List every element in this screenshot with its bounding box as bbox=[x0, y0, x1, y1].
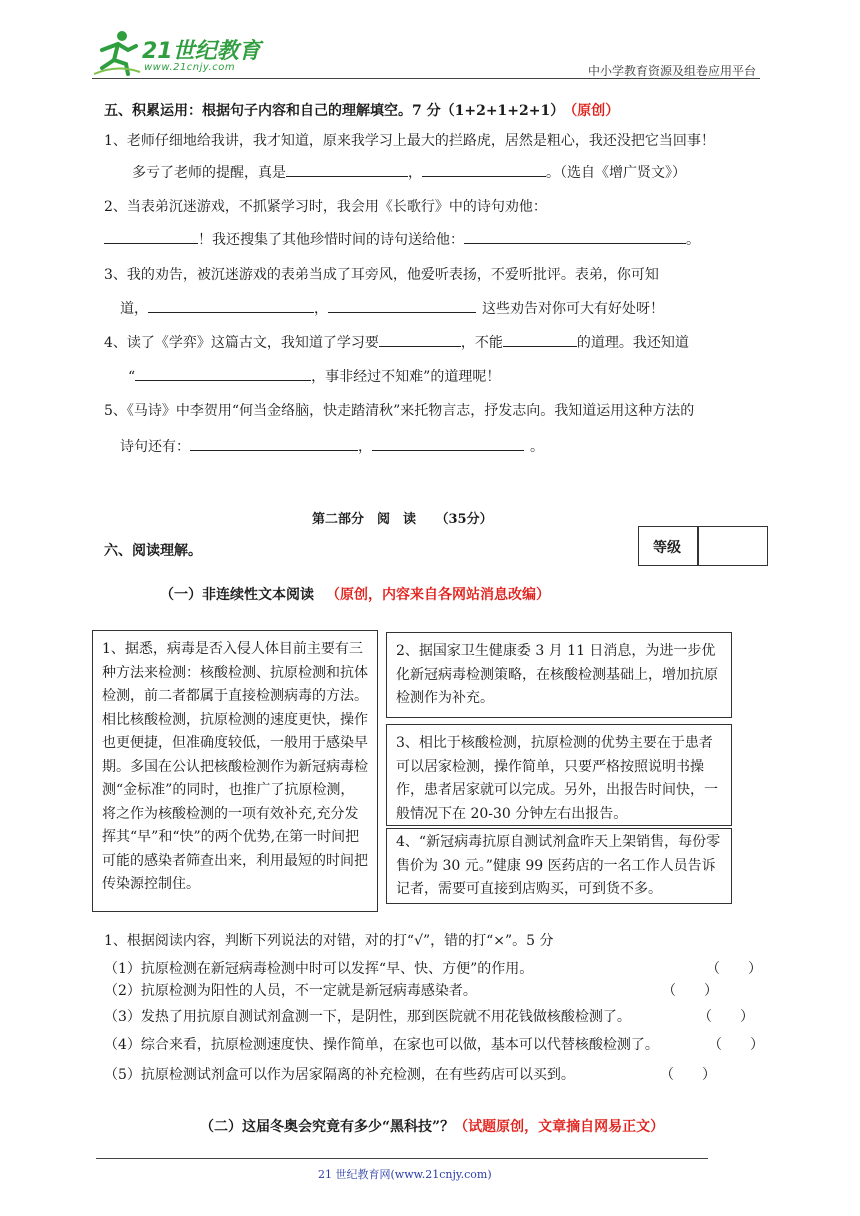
question-5-2-line2: ！我还搜集了其他珍惜时间的诗句送给他： 。 bbox=[104, 229, 700, 249]
material-box-2: 2、据国家卫生健康委 3 月 11 日消息，为进一步优化新冠病毒检测策略，在核酸检测基础上，增加抗原检测作为补充。 bbox=[386, 632, 732, 718]
answer-blank[interactable] bbox=[422, 162, 546, 177]
answer-paren-5[interactable]: （ ） bbox=[660, 1067, 716, 1083]
section-five-heading: 五、积累运用：根据句子内容和自己的理解填空。7 分（1+2+1+2+1） bbox=[104, 103, 565, 119]
question-intro: 1、根据阅读内容，判断下列说法的对错，对的打“√”，错的打“×”。5 分 bbox=[104, 933, 554, 949]
original-tag: （原创） bbox=[570, 103, 620, 119]
answer-blank[interactable] bbox=[372, 436, 524, 451]
question-5-3-line1: 3、我的劝告，被沉迷游戏的表弟当成了耳旁风，他爱听表扬，不爱听批评。表弟，你可知 bbox=[104, 267, 659, 283]
question-5-1-line1: 1、老师仔细地给我讲，我才知道，原来我学习上最大的拦路虎，居然是粗心，我还没把它当回事！ bbox=[104, 133, 715, 149]
answer-blank[interactable] bbox=[148, 298, 314, 313]
answer-paren-4[interactable]: （ ） bbox=[708, 1037, 764, 1053]
subsection-two-title: （二）这届冬奥会究竟有多少“黑科技”？（试题原创，文章摘自网易正文） bbox=[200, 1119, 665, 1135]
section-six-title: 六、阅读理解。 bbox=[104, 543, 202, 559]
question-5-4-line1: 4、读了《学弈》这篇古文，我知道了学习要 ，不能 的道理。我还知道 bbox=[104, 332, 689, 352]
logo-url-text: www.21cnjy.com bbox=[144, 62, 236, 73]
runner-logo-icon bbox=[92, 28, 142, 78]
answer-blank[interactable] bbox=[328, 298, 476, 313]
question-5-4-line2: “ ，事非经过不知难”的道理呢！ bbox=[128, 366, 500, 386]
footer-link[interactable]: 21 世纪教育网(www.21cnjy.com) bbox=[318, 1168, 492, 1181]
judge-item-4: （4）综合来看，抗原检测速度快、操作简单，在家也可以做，基本可以代替核酸检测了。 bbox=[104, 1037, 659, 1053]
logo-main-text: 21世纪教育 bbox=[142, 39, 261, 64]
answer-blank[interactable] bbox=[379, 332, 461, 347]
part-two-title: 第二部分 阅 读 （35分） bbox=[312, 512, 493, 527]
judge-item-2: （2）抗原检测为阳性的人员，不一定就是新冠病毒感染者。 bbox=[104, 983, 477, 999]
answer-blank[interactable] bbox=[464, 229, 686, 244]
answer-blank[interactable] bbox=[503, 332, 577, 347]
grade-label: 等级 bbox=[653, 540, 681, 556]
material-box-4: 4、“新冠病毒抗原自测试剂盒昨天上架销售，每份零售价为 30 元。”健康 99 医药店的一名工作人员告诉记者，需要可直接到店购买，可到货不多。 bbox=[386, 828, 732, 904]
site-logo[interactable] bbox=[92, 28, 262, 80]
answer-blank[interactable] bbox=[135, 366, 311, 381]
answer-blank[interactable] bbox=[104, 229, 198, 244]
answer-paren-2[interactable]: （ ） bbox=[662, 983, 718, 999]
answer-paren-1[interactable]: （ ） bbox=[706, 961, 762, 977]
subsection-one-tag: （原创，内容来自各网站消息改编） bbox=[326, 587, 550, 603]
question-5-5-line1: 5、《马诗》中李贺用“何当金络脑，快走踏清秋”来托物言志，抒发志向。我知道运用这种方法的 bbox=[104, 403, 695, 419]
material-box-1: 1、据悉，病毒是否入侵人体目前主要有三种方法来检测：核酸检测、抗原检测和抗体检测，前二者都属于直接检测病毒的方法。相比核酸检测，抗原检测的速度更快，操作也更便捷，但准确度较低，一般用于感染早期。多国在公认把核酸检测作为新冠病毒检测“金标准”的同时，也推广了抗原检测，将之作为核酸检测的一项有效补充,充分发挥其“早”和“快”的两个优势,在第一时间把可能的感染者筛查出来，利用最短的时间把传染源控制住。 bbox=[92, 630, 378, 912]
question-5-3-line2: 道， ， 这些劝告对你可大有好处呀！ bbox=[120, 298, 664, 318]
judge-item-1: （1）抗原检测在新冠病毒检测中时可以发挥“早、快、方便”的作用。 bbox=[104, 961, 534, 977]
question-5-2-line1: 2、当表弟沉迷游戏，不抓紧学习时，我会用《长歌行》中的诗句劝他： bbox=[104, 199, 547, 215]
grade-input[interactable] bbox=[699, 527, 767, 565]
header-divider bbox=[92, 78, 760, 79]
subsection-one-title: （一）非连续性文本阅读 （原创，内容来自各网站消息改编） bbox=[160, 587, 550, 603]
section-five-title bbox=[104, 100, 619, 120]
footer-divider bbox=[96, 1158, 708, 1159]
judge-item-5: （5）抗原检测试剂盒可以作为居家隔离的补充检测，在有些药店可以买到。 bbox=[104, 1067, 575, 1083]
subsection-two-tag: （试题原创，文章摘自网易正文） bbox=[454, 1119, 665, 1135]
material-box-3: 3、相比于核酸检测，抗原检测的优势主要在于患者可以居家检测，操作简单，只要严格按照说明书操作，患者居家就可以完成。另外，出报告时间快，一般情况下在 20-30 分钟左右出报告。 bbox=[386, 724, 732, 826]
question-5-5-line2: 诗句还有： ， 。 bbox=[120, 436, 544, 456]
answer-blank[interactable] bbox=[286, 162, 408, 177]
answer-blank[interactable] bbox=[190, 436, 358, 451]
grade-box bbox=[638, 526, 768, 566]
judge-item-3: （3）发热了用抗原自测试剂盒测一下，是阴性，那到医院就不用花钱做核酸检测了。 bbox=[104, 1009, 631, 1025]
header-platform-text: 中小学教育资源及组卷应用平台 bbox=[587, 64, 756, 78]
question-5-1-line2: 多亏了老师的提醒，真是 ， 。（选自《增广贤文》） bbox=[132, 162, 686, 182]
answer-paren-3[interactable]: （ ） bbox=[698, 1009, 754, 1025]
